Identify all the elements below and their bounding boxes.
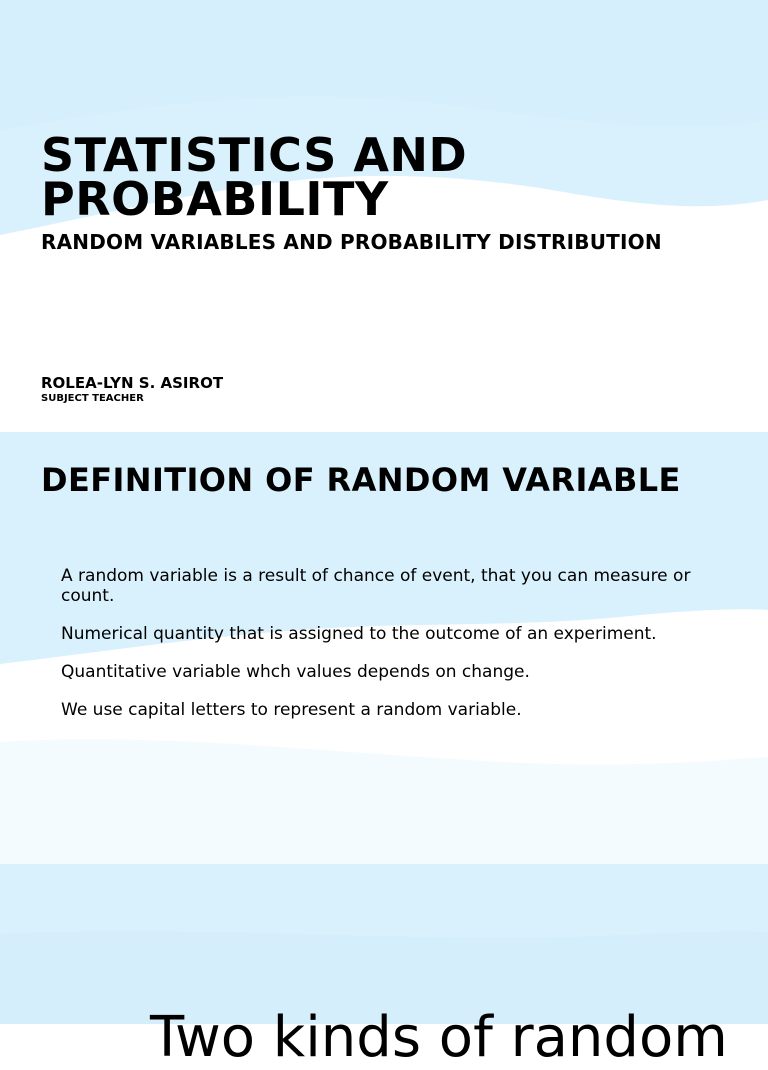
list-item: Quantitative variable whch values depends on change. bbox=[61, 662, 530, 682]
subtitle: RANDOM VARIABLES AND PROBABILITY DISTRIBUTION bbox=[41, 230, 662, 254]
title-line-1: STATISTICS AND bbox=[41, 128, 468, 182]
title-slide bbox=[0, 0, 768, 432]
presenter-role: SUBJECT TEACHER bbox=[41, 393, 144, 404]
definition-slide bbox=[0, 432, 768, 864]
presenter-name: ROLEA-LYN S. ASIROT bbox=[41, 374, 224, 392]
list-item: We use capital letters to represent a random variable. bbox=[61, 700, 522, 720]
title-line-2: PROBABILITY bbox=[41, 172, 389, 226]
page-title bbox=[41, 128, 468, 226]
section-heading: DEFINITION OF RANDOM VARIABLE bbox=[41, 461, 681, 499]
list-item: Numerical quantity that is assigned to the outcome of an experiment. bbox=[61, 624, 657, 644]
list-item: A random variable is a result of chance of event, that you can measure or count. bbox=[61, 566, 691, 606]
section-heading: Two kinds of random bbox=[150, 1005, 728, 1070]
definition-list bbox=[61, 566, 701, 738]
slide-background bbox=[0, 864, 768, 1024]
kinds-slide bbox=[0, 864, 768, 1070]
